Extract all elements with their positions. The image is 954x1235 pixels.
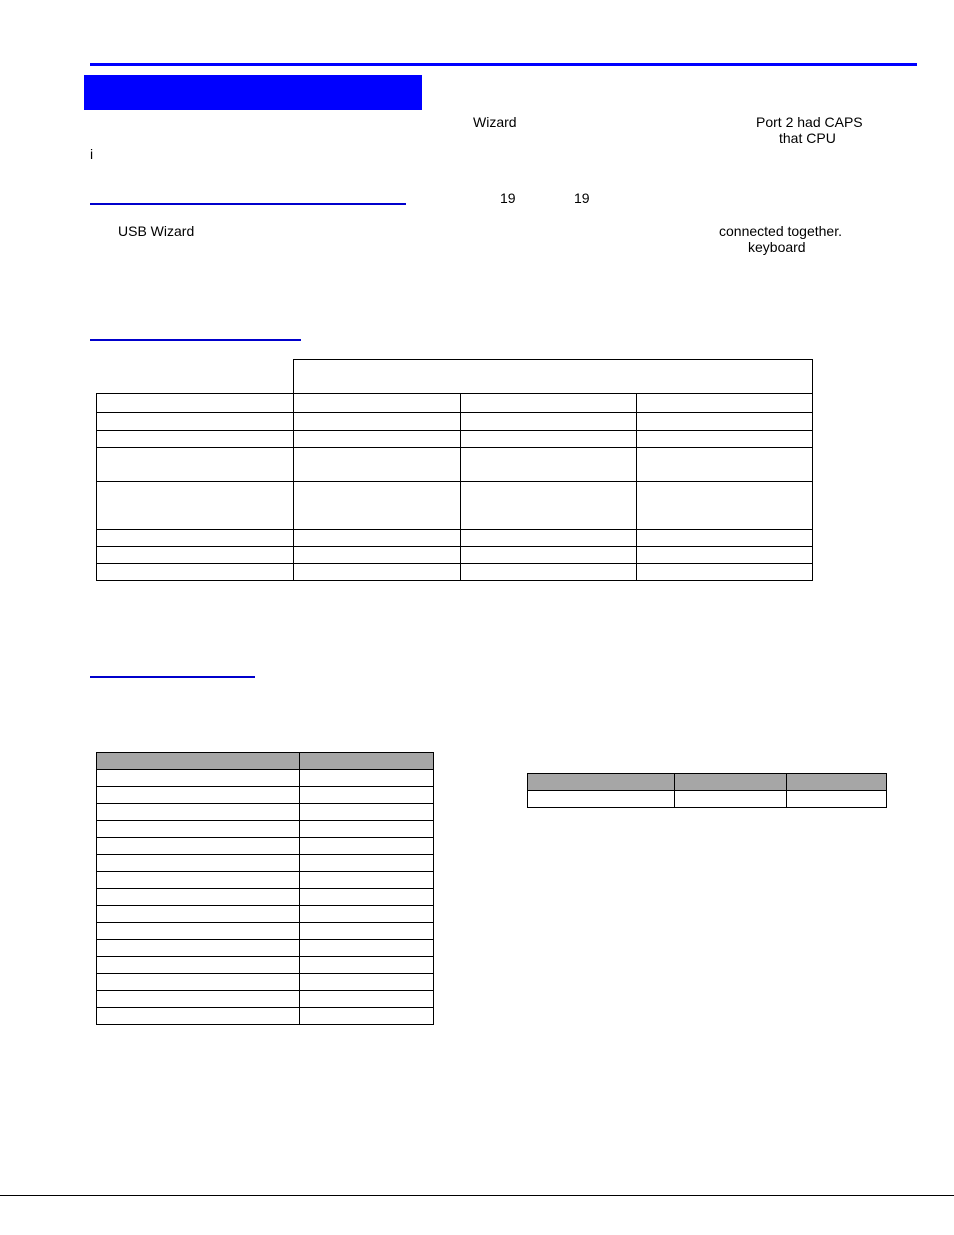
table-row [97, 564, 813, 581]
table-row [97, 482, 813, 530]
table1-header-cell [293, 359, 813, 394]
connected-together-text: connected together. [719, 223, 842, 239]
table-row [97, 838, 434, 855]
table-row [97, 872, 434, 889]
section2-heading-underline [90, 339, 301, 341]
table-row [97, 547, 813, 564]
section-title-bar [84, 75, 422, 110]
table-row [97, 787, 434, 804]
compatibility-table [96, 393, 813, 581]
section3-heading-underline [90, 676, 255, 678]
table-row [97, 957, 434, 974]
table-row [97, 906, 434, 923]
table-row [97, 940, 434, 957]
table-row [97, 804, 434, 821]
intro-wizard-text: Wizard [473, 114, 517, 130]
intro-cpu-text: that CPU [779, 130, 836, 146]
section1-number-b: 19 [574, 190, 590, 206]
section1-number-a: 19 [500, 190, 516, 206]
table-row [97, 413, 813, 431]
table-row [97, 821, 434, 838]
table-row [97, 1008, 434, 1025]
table-row [97, 923, 434, 940]
top-rule [90, 63, 917, 66]
table-row [97, 991, 434, 1008]
table-row [97, 530, 813, 547]
table-row [528, 791, 887, 808]
table-row [97, 855, 434, 872]
usb-wizard-text: USB Wizard [118, 223, 195, 239]
table-row [97, 431, 813, 448]
section1-heading-underline [90, 203, 406, 205]
right-data-table [527, 773, 887, 808]
table-row [97, 770, 434, 787]
intro-line2-char: i [90, 146, 94, 162]
footer-rule [0, 1195, 954, 1196]
table-row [97, 448, 813, 482]
keyboard-text: keyboard [748, 239, 806, 255]
table-header-row [97, 753, 434, 770]
left-data-table [96, 752, 434, 1025]
table-header-row [528, 774, 887, 791]
intro-port-text: Port 2 had CAPS [756, 114, 863, 130]
table-row [97, 974, 434, 991]
table-row [97, 889, 434, 906]
table-row [97, 394, 813, 413]
